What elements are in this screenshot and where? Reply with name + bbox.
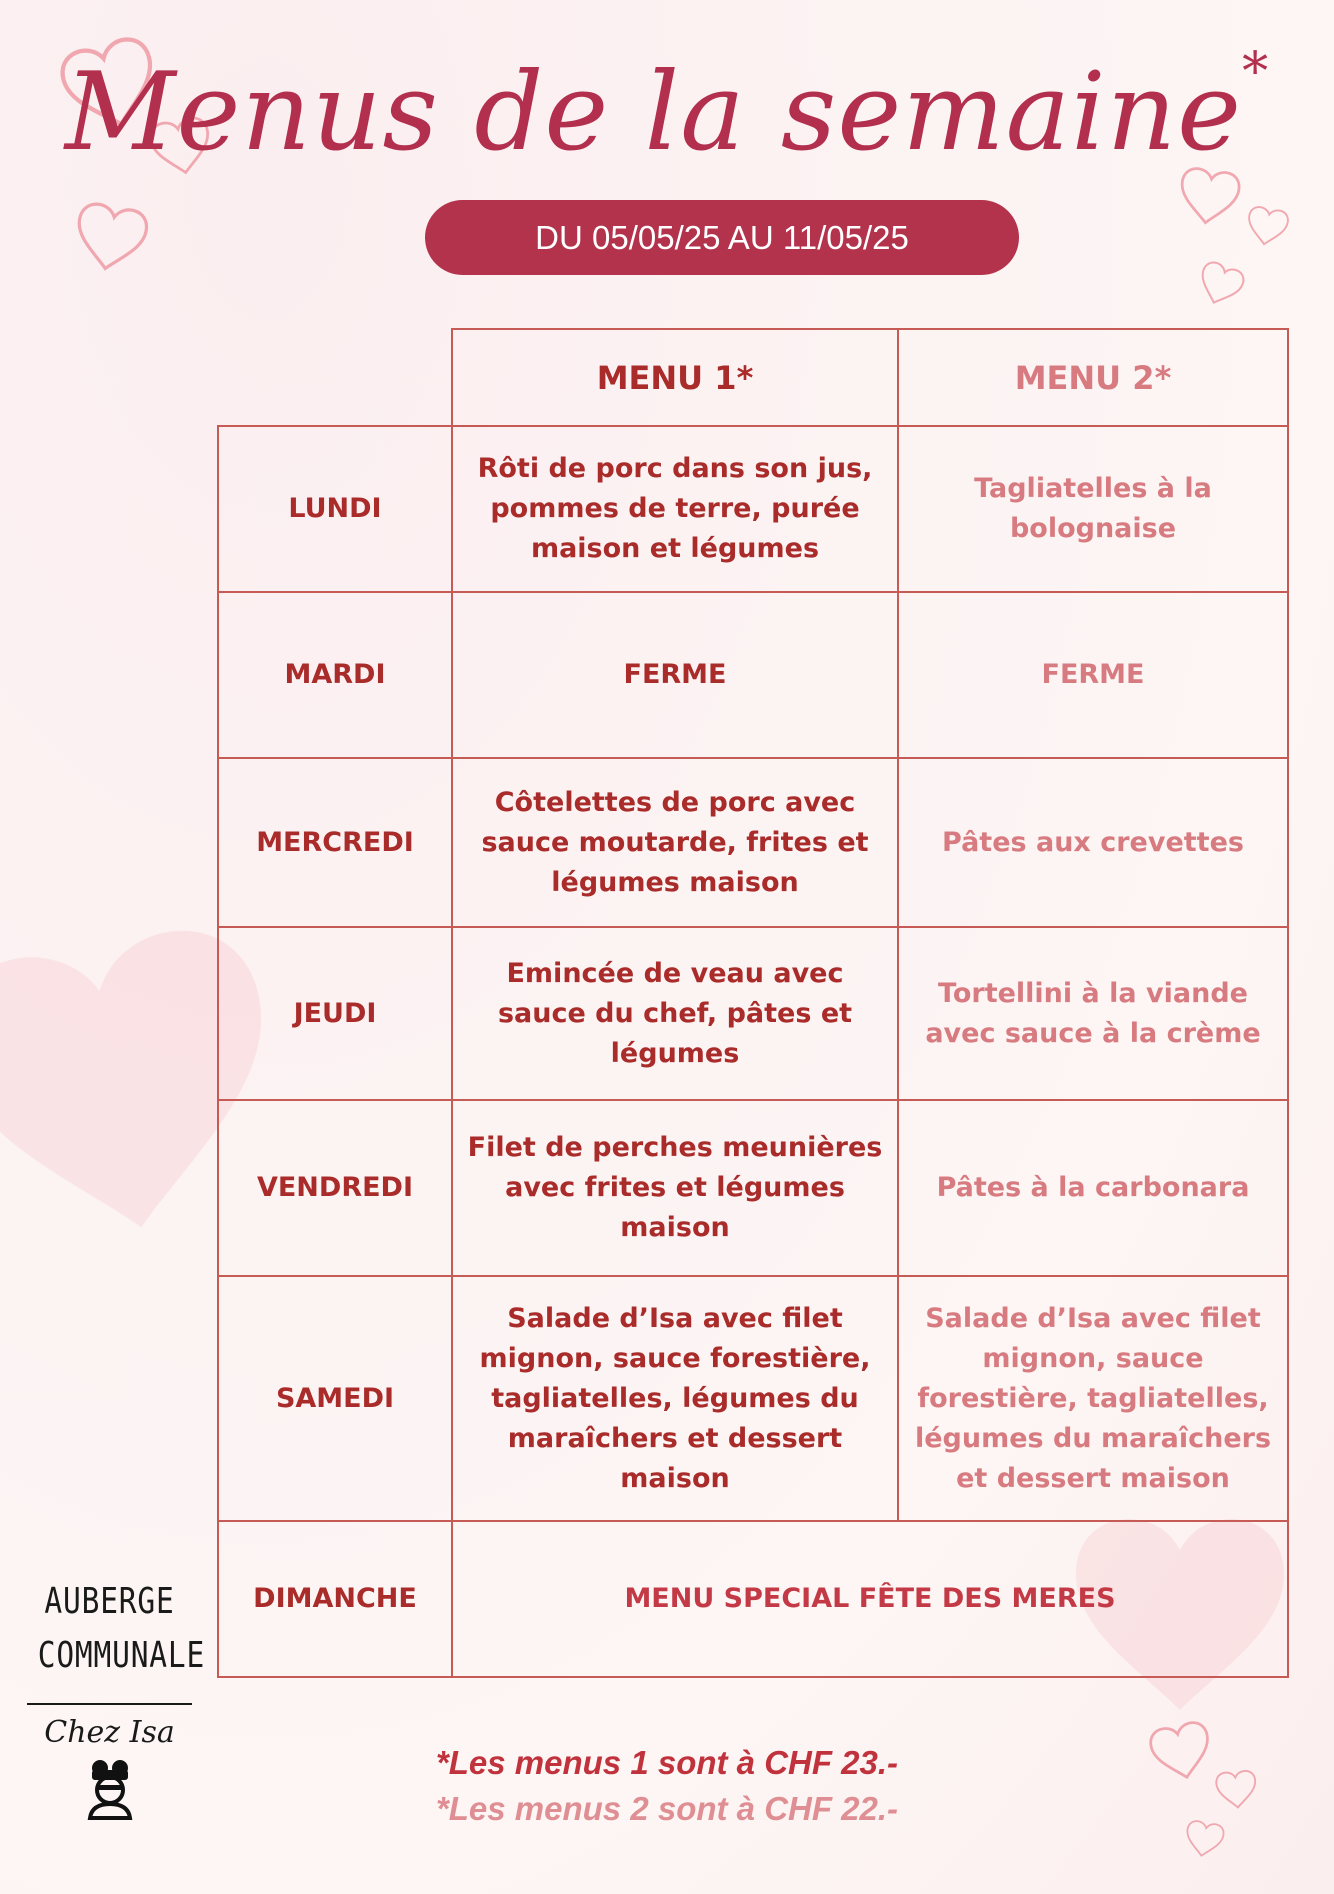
menu2-cell: Pâtes à la carbonara	[898, 1100, 1288, 1276]
table-row	[218, 1276, 1288, 1521]
menu2-cell: Pâtes aux crevettes	[898, 758, 1288, 927]
table-row	[218, 758, 1288, 927]
table-header-row	[218, 329, 1288, 426]
menu2-cell: Tagliatelles à la bolognaise	[898, 426, 1288, 592]
table-row	[218, 426, 1288, 592]
menu1-cell: Emincée de veau avec sauce du chef, pâtes et légumes	[452, 927, 898, 1100]
table-row	[218, 592, 1288, 758]
day-cell: DIMANCHE	[218, 1521, 452, 1677]
logo-divider	[27, 1703, 192, 1705]
logo-line-communale: COMMUNALE	[37, 1635, 206, 1676]
table-row	[218, 927, 1288, 1100]
menu1-price-note: *Les menus 1 sont à CHF 23.-	[435, 1744, 899, 1781]
menu1-cell: Rôti de porc dans son jus, pommes de terre, purée maison et légumes	[452, 426, 898, 592]
day-cell: LUNDI	[218, 426, 452, 592]
menu2-cell: FERME	[898, 592, 1288, 758]
title-asterisk: *	[1242, 42, 1270, 102]
menu1-cell: FERME	[452, 592, 898, 758]
day-cell: MERCREDI	[218, 758, 452, 927]
menu1-cell: Filet de perches meunières avec frites et légumes maison	[452, 1100, 898, 1276]
table-row	[218, 1521, 1288, 1677]
menu1-cell: Salade d’Isa avec filet mignon, sauce forestière, tagliatelles, légumes du maraîchers et dessert maison	[452, 1276, 898, 1521]
menu2-header: MENU 2*	[898, 329, 1288, 426]
date-range-text: DU 05/05/25 AU 11/05/25	[535, 218, 909, 256]
menu2-price-note: *Les menus 2 sont à CHF 22.-	[435, 1790, 899, 1827]
day-cell: JEUDI	[218, 927, 452, 1100]
day-cell: MARDI	[218, 592, 452, 758]
menu1-cell: Côtelettes de porc avec sauce moutarde, frites et légumes maison	[452, 758, 898, 927]
day-cell: VENDREDI	[218, 1100, 452, 1276]
table-row	[218, 1100, 1288, 1276]
special-menu-cell: MENU SPECIAL FÊTE DES MERES	[452, 1521, 1288, 1677]
menu-table	[217, 328, 1289, 1678]
page-title-text: Menus de la semaine	[64, 50, 1243, 175]
menu1-header: MENU 1*	[452, 329, 898, 426]
date-range-badge	[425, 200, 1019, 275]
menu2-cell: Tortellini à la viande avec sauce à la crème	[898, 927, 1288, 1100]
logo-line-auberge: AUBERGE	[44, 1581, 175, 1622]
table-corner-cell	[218, 329, 452, 426]
logo-signature: Chez Isa	[44, 1715, 175, 1750]
menu2-cell: Salade d’Isa avec filet mignon, sauce forestière, tagliatelles, légumes du maraîchers et dessert maison	[898, 1276, 1288, 1521]
page-title	[0, 42, 1334, 175]
price-notes	[0, 1740, 1334, 1832]
day-cell: SAMEDI	[218, 1276, 452, 1521]
